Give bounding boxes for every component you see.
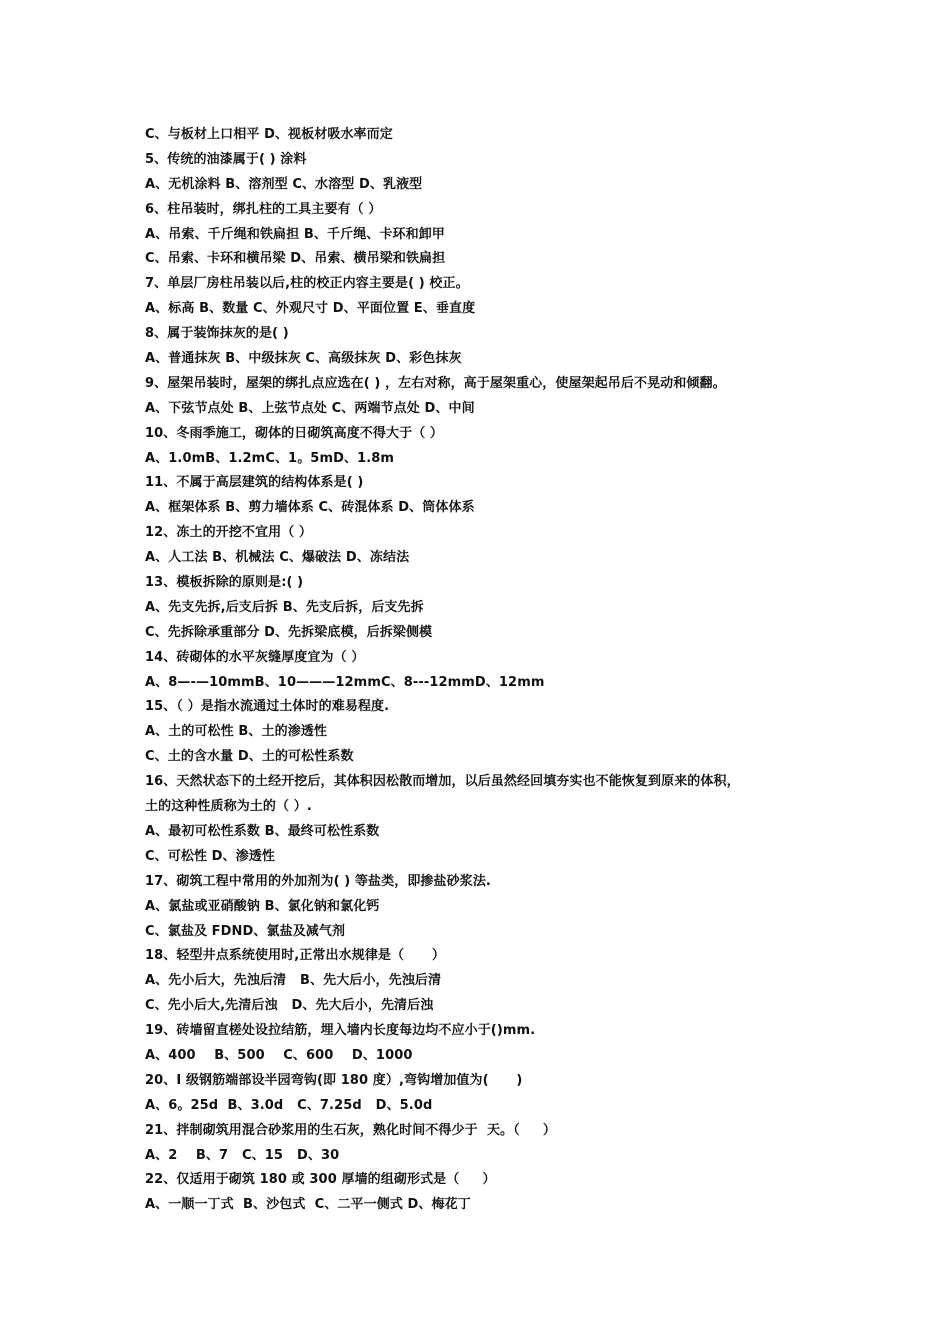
question-19-options: A、400 B、500 C、600 D、1000 (145, 1047, 413, 1063)
question-17-options-c-d: C、氯盐及 FDND、氯盐及减气剂 (145, 923, 346, 939)
question-20-options: A、6。25d B、3.0d C、7.25d D、5.0d (145, 1097, 433, 1113)
question-12: 12、冻土的开挖不宜用（ ） (145, 525, 313, 541)
question-11-options: A、框架体系 B、剪力墙体系 C、砖混体系 D、筒体体系 (145, 500, 475, 516)
question-8: 8、属于装饰抹灰的是( ) (145, 326, 289, 342)
question-18-options-c-d: C、先小后大,先清后浊 D、先大后小，先清后浊 (145, 998, 434, 1014)
question-18: 18、轻型井点系统使用时,正常出水规律是（ ） (145, 948, 445, 964)
question-16-continued: 土的这种性质称为土的（ ）. (145, 799, 312, 815)
question-7: 7、单层厂房柱吊装以后,柱的校正内容主要是( ) 校正。 (145, 276, 469, 292)
question-18-options-a-b: A、先小后大，先浊后清 B、先大后小，先浊后清 (145, 973, 442, 989)
question-17: 17、砌筑工程中常用的外加剂为( ) 等盐类，即掺盐砂浆法. (145, 873, 491, 889)
question-17-options-a-b: A、氯盐或亚硝酸钠 B、氯化钠和氯化钙 (145, 898, 380, 914)
question-22-options: A、一顺一丁式 B、沙包式 C、二平一侧式 D、梅花丁 (145, 1197, 471, 1213)
question-15: 15、（ ）是指水流通过土体时的难易程度. (145, 699, 390, 715)
question-13-options-a-b: A、先支先拆,后支后拆 B、先支后拆，后支先拆 (145, 599, 424, 615)
question-8-options: A、普通抹灰 B、中级抹灰 C、高级抹灰 D、彩色抹灰 (145, 351, 462, 367)
question-7-options: A、标高 B、数量 C、外观尺寸 D、平面位置 E、垂直度 (145, 301, 476, 317)
question-11: 11、不属于高层建筑的结构体系是( ) (145, 475, 364, 491)
question-5: 5、传统的油漆属于( ) 涂料 (145, 151, 307, 167)
question-9: 9、屋架吊装时，屋架的绑扎点应选在( ) ，左右对称，高于屋架重心，使屋架起吊后不晃动和倾翻。 (145, 375, 726, 391)
question-16-options-c-d: C、可松性 D、渗透性 (145, 848, 275, 864)
text-line: C、与板材上口相平 D、视板材吸水率而定 (145, 127, 393, 142)
question-14-options: A、8—-—10mmB、10———12mmC、8---12mmD、12mm (145, 674, 545, 690)
question-16: 16、天然状态下的土经开挖后，其体积因松散而增加，以后虽然经回填夯实也不能恢复到原来的体积， (145, 774, 740, 790)
question-6: 6、柱吊装时，绑扎柱的工具主要有（ ） (145, 201, 382, 217)
question-6-options-c-d: C、吊索、卡环和横吊梁 D、吊索、横吊梁和铁扁担 (145, 251, 446, 267)
question-15-options-a-b: A、土的可松性 B、土的渗透性 (145, 724, 327, 740)
question-22: 22、仅适用于砌筑 180 或 300 厚墙的组砌形式是（ ） (145, 1172, 496, 1188)
question-12-options: A、人工法 B、机械法 C、爆破法 D、冻结法 (145, 550, 410, 566)
question-5-options: A、无机涂料 B、溶剂型 C、水溶型 D、乳液型 (145, 176, 423, 192)
question-19: 19、砖墙留直槎处设拉结筋，埋入墙内长度每边均不应小于()mm. (145, 1023, 536, 1039)
question-20: 20、I 级钢筋端部设半园弯钩(即 180 度）,弯钩增加值为( ) (145, 1072, 523, 1088)
question-9-options: A、下弦节点处 B、上弦节点处 C、两端节点处 D、中间 (145, 400, 475, 416)
question-15-options-c-d: C、土的含水量 D、土的可松性系数 (145, 749, 354, 765)
question-10: 10、冬雨季施工，砌体的日砌筑高度不得大于（ ） (145, 425, 444, 441)
question-16-options-a-b: A、最初可松性系数 B、最终可松性系数 (145, 823, 380, 839)
document-body (145, 123, 825, 1218)
question-10-options: A、1.0mB、1.2mC、1。5mD、1.8m (145, 450, 395, 466)
question-14: 14、砖砌体的水平灰缝厚度宜为（ ） (145, 649, 365, 665)
question-13-options-c-d: C、先拆除承重部分 D、先拆梁底模，后拆梁侧模 (145, 624, 433, 640)
question-6-options-a-b: A、吊索、千斤绳和铁扁担 B、千斤绳、卡环和卸甲 (145, 226, 445, 242)
question-21: 21、拌制砌筑用混合砂浆用的生石灰，熟化时间不得少于 天。（ ） (145, 1122, 556, 1138)
question-13: 13、模板拆除的原则是:( ) (145, 575, 304, 591)
question-21-options: A、2 B、7 C、15 D、30 (145, 1147, 340, 1163)
